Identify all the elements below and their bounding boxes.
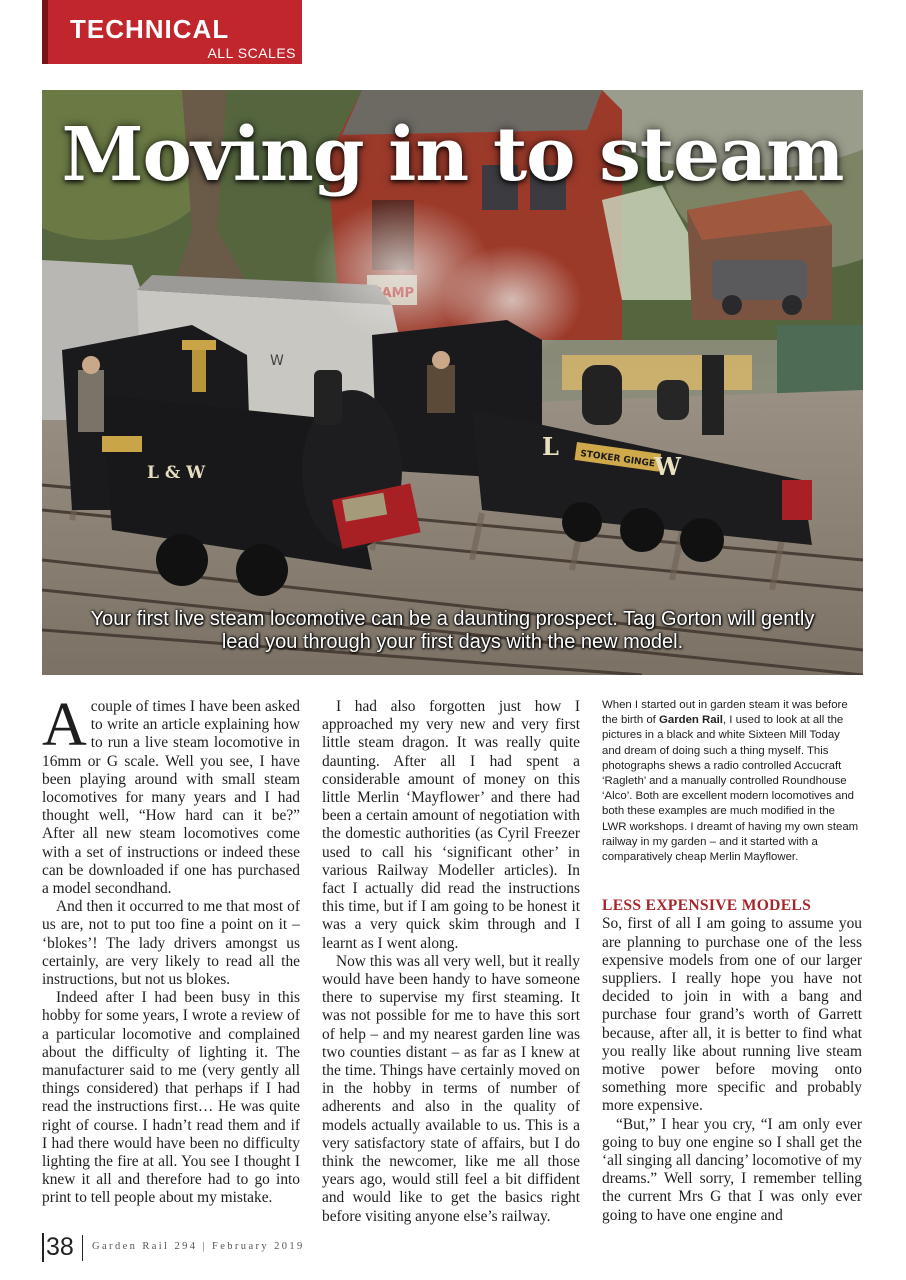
section-tag	[42, 0, 302, 64]
loco-right-letter-l: L	[542, 432, 559, 461]
nameplate-text: STOKER GINGE	[579, 449, 656, 470]
paragraph: Now this was all very well, but it really would have been handy to have someone there to supervise my first steaming. It was not possible for me to have this sort of help – and my nearest garden line was two counties distant – as far as I knew at the time. Things have certainly moved on in the hobby in terms of number of adherents and also in the quality of models actually available to us. This is a very satisfactory state of affairs, but I do think the newcomer, like me all those years ago, would still feel a bit diffident and would like to get the basics right before visiting anyone else’s railway.	[322, 952, 580, 1225]
paragraph: Indeed after I had been busy in this hobby for some years, I wrote a review of a particular locomotive and complained about the difficulty of lighting it. The manufacturer said to me (very gently all things considered) that perhaps if I had read the instructions first… He was quite right of course. I hadn’t read them and if I had there would have been no difficulty lighting the fire at all. You see I thought I knew it all and therefore had to go into print to tell people about my mistake.	[42, 989, 300, 1207]
paragraph: “But,” I hear you cry, “I am only ever going to buy one engine so I shall get the ‘all singing all dancing’ locomotive of my dreams.” Well sorry, I remember telling the current Mrs G that I was only ever going to have one engine and	[602, 1115, 862, 1224]
article-column-2	[322, 698, 580, 1226]
article-headline: Moving in to steam	[61, 112, 844, 198]
section-subheading: LESS EXPENSIVE MODELS	[602, 897, 812, 915]
page-number: 38	[42, 1233, 74, 1262]
paragraph: I had also forgotten just how I approached my very new and very first little steam dragon. It was really quite daunting. After all I had spent a considerable amount of money on this little Merlin ‘Mayflower’ and there had been a certain amount of negotiation with the domestic authorities (as Cyril Freezer used to call his ‘significant other’ in various Railway Modeller articles). In fact I actually did read the instructions this time, but if I am going to be honest it was a very quick skim through and I learnt as I went along.	[322, 698, 580, 952]
footer-divider	[82, 1235, 83, 1261]
drop-cap: A	[42, 691, 87, 759]
hero-photo	[42, 90, 863, 675]
paragraph	[42, 691, 300, 898]
caption-text: When I started out in garden steam it was before the birth of	[602, 699, 848, 727]
photo-caption	[602, 698, 862, 865]
wagon-letter: W	[270, 353, 284, 369]
section-label: TECHNICAL	[70, 14, 230, 44]
footer-running-text: Garden Rail 294 | February 2019	[92, 1241, 305, 1252]
paragraph-text: couple of times I have been asked to write an article explaining how to run a live steam locomotive in 16mm or G scale. Well you see, I have been playing around with small steam locomotives for many years and I had thought well, “How hard can it be?” After all new steam locomotives come with a set of instructions or indeed these can be downloaded if one has purchased a model secondhand.	[42, 698, 300, 898]
article-column-3	[602, 698, 862, 1225]
paragraph: And then it occurred to me that most of us are, not to put too fine a point on it – ‘blokes’! The lady drivers amongst us certainly, are very likely to read all the instructions, but not us blokes.	[42, 898, 300, 989]
vintage-car	[712, 260, 807, 300]
article-column-1	[42, 691, 300, 1208]
loco-right-letter-w: W	[654, 452, 681, 481]
caption-text: , I used to look at all the pictures in a black and white Sixteen Mill Today and dream of doing such a thing myself. This photographs shews a radio controlled Accucraft ‘Ragleth’ and a manually controlled Roundhouse ‘Alco’. Both are excellent modern locomotives and both these examples are much modified in the LWR workshops. I dreamt of having my own steam railway in my garden – and it started with a comparatively cheap Merlin Mayflower.	[602, 714, 859, 864]
article-standfirst: Your first live steam locomotive can be a daunting prospect. Tag Gorton will gently lead you through your first days with the new model.	[90, 608, 815, 653]
caption-publication-name: Garden Rail	[659, 714, 723, 727]
paragraph: So, first of all I am going to assume you are planning to purchase one of the less expensive models from one of our larger suppliers. I really hope you have not decided to join in with a bang and purchase four grand’s worth of Garrett because, after all, it is better to find what you really like about running live steam motive power before moving onto something more specific and probably more expensive.	[602, 915, 862, 1115]
loco-left-lettering: L & W	[147, 463, 206, 483]
section-sublabel: ALL SCALES	[207, 45, 296, 61]
